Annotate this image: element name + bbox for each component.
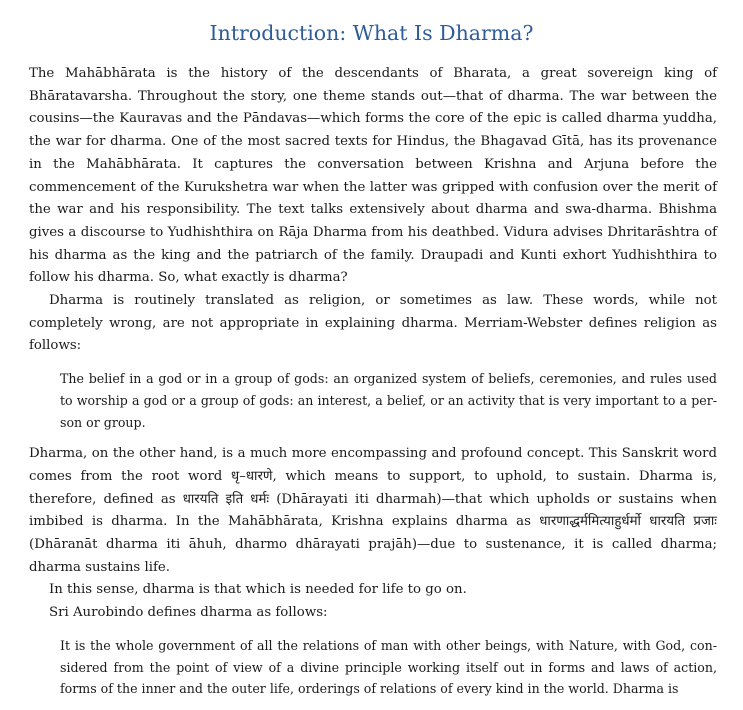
paragraph-life-goes-on: In this sense, dharma is that which is needed for life to go on. xyxy=(49,582,467,598)
paragraph-sanskrit-definition: Dharma, on the other hand, is a much more encompassing and profound concept. This Sanskrit word comes from the root word धृ–धारणे, which means to support, to uphold, to sustain. Dharma is, therefore, defined as धारयति इति धर्मः (Dhārayati iti dharmah)—that which upholds or sustains when imbibed is dharma. In the Mahābhārata, Krishna explains dharma as धारणाद्धर्ममित्याहुर्धर्मो धारयति प्रजाः (Dhāranāt dharma iti āhuh, dharmo dhārayati prajāh)—due to sustenance, it is called dharma; dharma sustains life. xyxy=(29,446,717,575)
paragraph-aurobindo-intro: Sri Aurobindo defines dharma as follows: xyxy=(49,605,328,621)
chapter-title: Introduction: What Is Dharma? xyxy=(209,21,534,45)
chapter-body xyxy=(29,63,717,710)
paragraph-intro: The Mahābhārata is the history of the descendants of Bharata, a great sovereign king of Bhāratavarsha. Throughout the story, one theme stands out—that of dharma. The war between the cousins—the Kauravas and the Pāndavas—which forms the core of the epic is called dharma yuddha, the war for dharma. One of the most sacred texts for Hindus, the Bhagavad Gītā, has its provenance in the Mahābhārata. It captures the conversation between Krishna and Arjuna before the commencement of the Kurukshetra war when the latter was gripped with confusion over the merit of the war and his responsibility. The text talks extensively about dharma and swa-dharma. Bhishma gives a discourse to Yudhishthira on Rāja Dharma from his deathbed. Vidura advises Dhritarāshtra of his dharma as the king and the patriarch of the family. Draupadi and Kunti exhort Yudhishthira to follow his dharma. So, what exactly is dharma? xyxy=(29,66,717,286)
paragraph-translation: Dharma is routinely translated as religion, or sometimes as law. These words, while not completely wrong, are not appropriate in explaining dharma. Merriam-Webster defines religion as follows: xyxy=(29,293,717,354)
block-quote-aurobindo: It is the whole government of all the relations of man with other beings, with Nature, with God, considered from the point of view of a divine principle working itself out in forms and laws of action, forms of the inner and the outer life, orderings of relations of every kind in the world. Dharma is xyxy=(60,637,717,697)
block-quote-merriam-webster: The belief in a god or in a group of gods: an organized system of beliefs, ceremonies, and rules used to worship a god or a group of gods: an interest, a belief, or an activity that is very important to a person or group. xyxy=(60,371,717,430)
